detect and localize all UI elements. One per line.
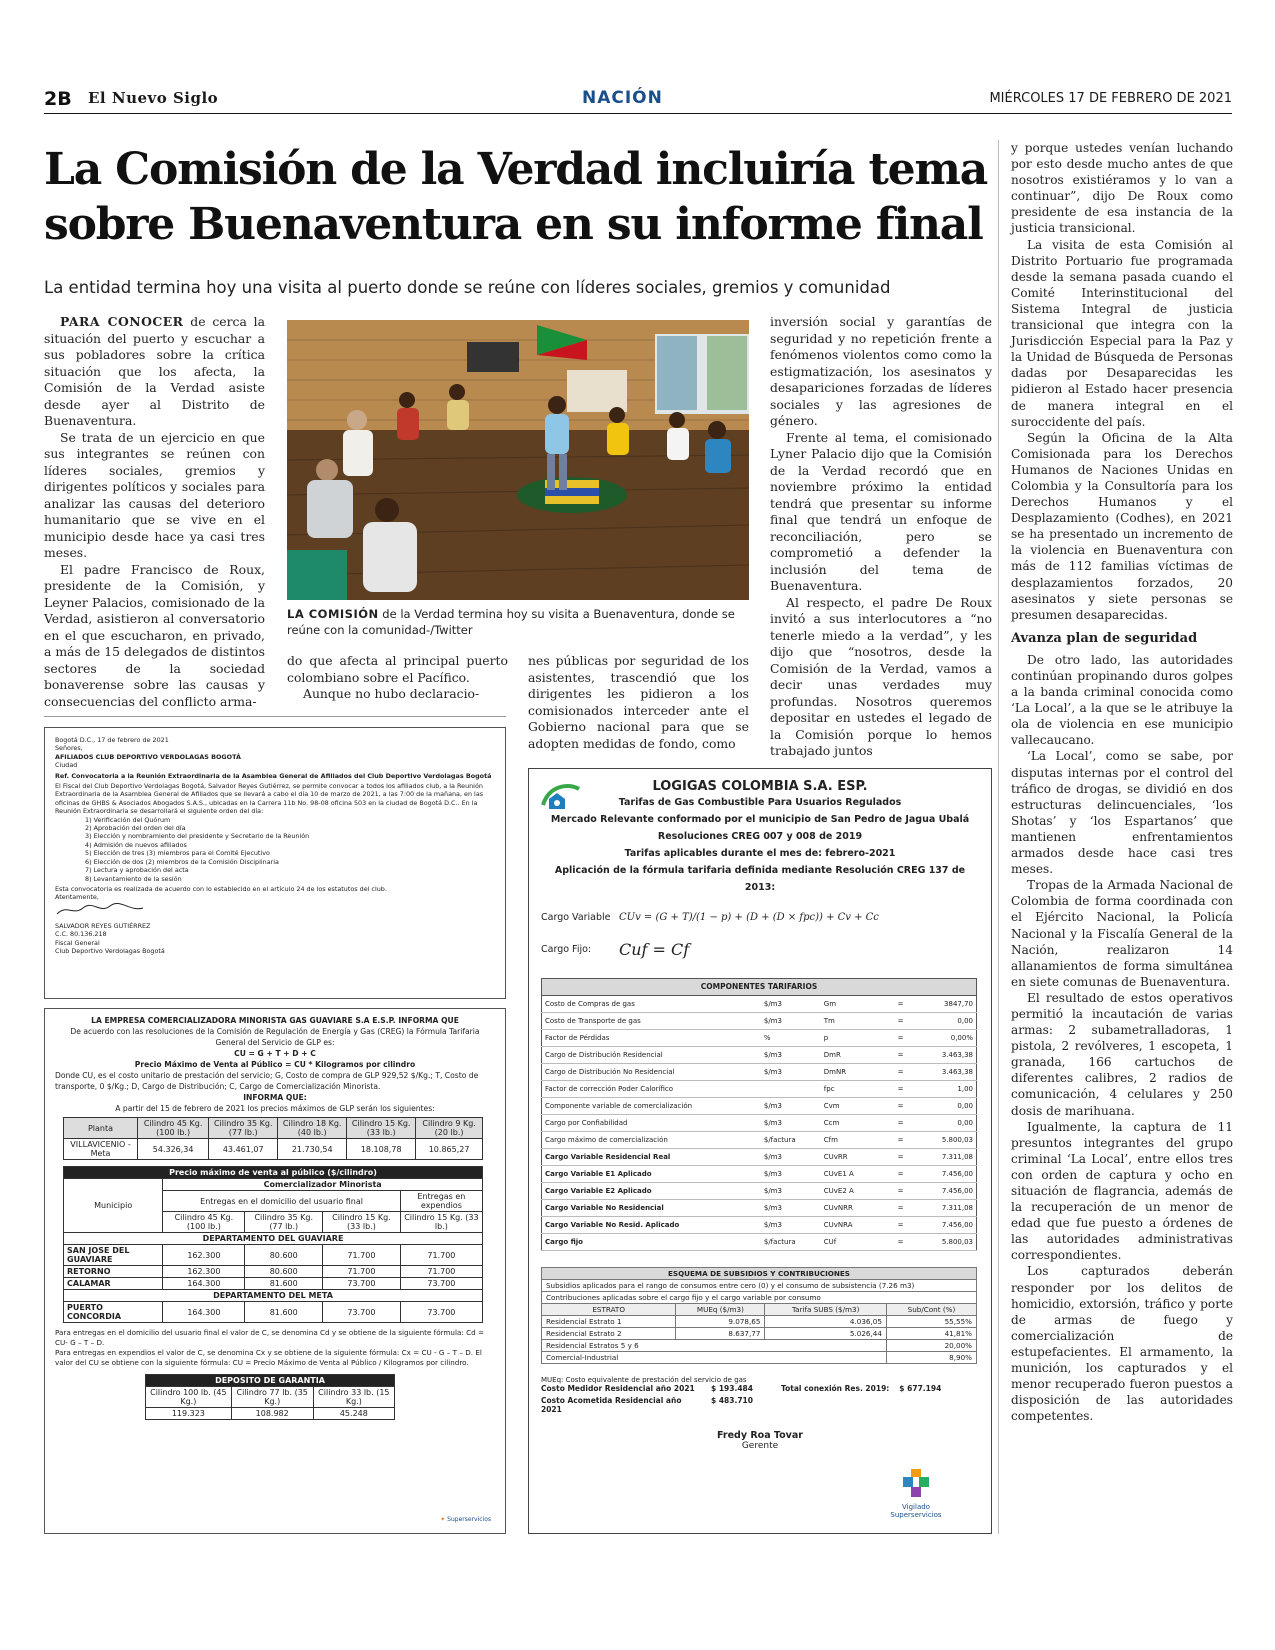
table-cell: Cargo de Distribución Residencial (542, 1047, 761, 1064)
table-header: Cilindro 77 lb. (35 Kg.) (231, 1387, 313, 1408)
paragraph: y porque ustedes venían luchando por esto desde mucho antes de que nosotros existiéramos y lo van a continuar”, dijo De Roux como presidente de esa instancia de la justicia transicional. (1011, 141, 1233, 236)
table-cell: 0,00 (921, 1098, 977, 1115)
componentes-table (541, 978, 977, 996)
table-cell: 7.456,00 (921, 1166, 977, 1183)
signature-icon (55, 902, 145, 918)
table-cell: 18.108,78 (347, 1139, 416, 1160)
notice-line: Bogotá D.C., 17 de febrero de 2021 (55, 736, 169, 744)
notice-agenda (55, 816, 495, 883)
table-cell: Cargo fijo (542, 1234, 761, 1251)
table-cell: fpc (821, 1081, 881, 1098)
table-header: Sub/Cont (%) (886, 1304, 976, 1316)
table-cell: 164.300 (163, 1278, 245, 1290)
glp-municipio-table (63, 1166, 483, 1323)
table-cell: 4.036,05 (765, 1316, 887, 1328)
table-cell: 5.026,44 (765, 1328, 887, 1340)
table-header-row (64, 1179, 483, 1191)
table-cell: = (881, 1030, 921, 1047)
medidor-row (541, 1384, 979, 1393)
table-header: Cilindro 33 lb. (15 Kg.) (313, 1387, 394, 1408)
table-cell: 108.982 (231, 1408, 313, 1420)
table-cell: CUvNRA (821, 1217, 881, 1234)
caption-lead: LA COMISIÓN (287, 607, 379, 621)
glp-note: Para entregas en expendios el valor de C, se denomina Cx y se obtiene de la siguiente fórmula: Cx = CU - G – T – D. El valor del CU se obtiene con la siguiente fórmula: CU = Precio Máximo de Venta al Público / Kilogramos por cilindro. (55, 1348, 482, 1367)
paragraph: ‘La Local’, como se sabe, por disputas internas por el control del tráfico de drogas, se dividió en dos estructuras delincuenciales, ‘los Shotas’ y ‘los Espartanos’ que mantienen enfrentamientos armados desde hace casi tres meses. (1011, 749, 1233, 877)
issue-date: MIÉRCOLES 17 DE FEBRERO DE 2021 (989, 91, 1232, 106)
table-cell: 7.311,08 (921, 1149, 977, 1166)
superservicios-logo (440, 1516, 491, 1523)
table-cell: Costo de Transporte de gas (542, 1013, 761, 1030)
table-title: Precio máximo de venta al público ($/cilindro) (64, 1167, 483, 1179)
table-row (542, 1328, 977, 1340)
table-cell: CALAMAR (64, 1278, 163, 1290)
table-title: ESQUEMA DE SUBSIDIOS Y CONTRIBUCIONES (542, 1268, 977, 1280)
cargo-variable-label: Cargo Variable (541, 911, 611, 923)
table-cell: = (881, 1234, 921, 1251)
article-column-5 (1011, 140, 1233, 1424)
table-row (542, 1132, 977, 1149)
cargo-fijo-label: Cargo Fijo: (541, 943, 592, 955)
notice-line: Ciudad (55, 761, 78, 770)
table-cell: = (881, 1047, 921, 1064)
glp-price-formula: Precio Máximo de Venta al Público = CU * Kilogramos por cilindro (134, 1060, 416, 1069)
signer-name: SALVADOR REYES GUTIÉRREZ (55, 921, 151, 930)
paragraph: Se trata de un ejercicio en que sus integrantes se reúnen con líderes sociales, gremios y dirigentes políticos y sociales para analizar las causas del deterioro humanitario que se vive en el municipio desde hace ya casi tres meses. (44, 429, 265, 560)
table-cell: Factor de corrección Poder Calorífico (542, 1081, 761, 1098)
acometida-row (541, 1396, 979, 1414)
table-row (146, 1408, 395, 1420)
table-cell: 5.800,03 (921, 1234, 977, 1251)
table-header: Planta (64, 1118, 138, 1139)
table-cell: 81.600 (245, 1302, 323, 1323)
table-cell: 73.700 (400, 1302, 482, 1323)
table-header: Cilindro 35 Kg. (77 lb.) (209, 1118, 278, 1139)
table-cell: 164.300 (163, 1302, 245, 1323)
table-cell: Cfm (821, 1132, 881, 1149)
table-row (542, 1200, 977, 1217)
table-note-row (542, 1280, 977, 1292)
table-row (542, 1183, 977, 1200)
notice-reference: Ref. Convocatoria a la Reunión Extraordinaria de la Asamblea General de Afiliados del Club Deportivo Verdolagas Bogotá (55, 771, 492, 780)
table-header: Cilindro 45 Kg. (100 lb.) (163, 1212, 245, 1233)
table-cell: $/m3 (761, 1217, 821, 1234)
table-cell: 7.456,00 (921, 1217, 977, 1234)
table-cell: CUvNRR (821, 1200, 881, 1217)
table-cell: 0,00 (921, 1115, 977, 1132)
glp-from: A partir del 15 de febrero de 2021 los precios máximos de GLP serán los siguientes: (115, 1104, 435, 1113)
acometida-value: $ 483.710 (711, 1396, 753, 1405)
table-row (542, 1098, 977, 1115)
table-header-row (542, 1304, 977, 1316)
deposit-table (145, 1374, 395, 1420)
table-cell: CUvRR (821, 1149, 881, 1166)
table-cell: $/m3 (761, 1047, 821, 1064)
table-cell: = (881, 1183, 921, 1200)
article-column-4 (770, 314, 992, 760)
table-row (64, 1245, 483, 1266)
table-cell: $/m3 (761, 1149, 821, 1166)
table-cell: % (761, 1030, 821, 1047)
logigas-line: Tarifas de Gas Combustible Para Usuarios Regulados (618, 797, 902, 808)
agenda-item: 8) Levantamiento de la sesión (85, 874, 182, 883)
table-cell: $/m3 (761, 1166, 821, 1183)
signer-name: Fredy Roa Tovar (717, 1430, 803, 1441)
notice-line: Señores, (55, 744, 83, 753)
table-cell: = (881, 1200, 921, 1217)
notice-addressee: AFILIADOS CLUB DEPORTIVO VERDOLAGAS BOGOTÁ (55, 752, 241, 761)
logigas-line: Tarifas aplicables durante el mes de: febrero-2021 (624, 848, 896, 859)
paragraph: Al respecto, el padre De Roux invitó a sus interlocutores a “no tenerle miedo a la verdad”, y les dijo que “nosotros, desde la Comisión de la Verdad, vamos a decir unas verdades muy profundas. Nosotros queremos depositar en ustedes el legado de la Comisión porque lo hemos trabajado juntos (770, 594, 992, 758)
table-header: Cilindro 15 Kg. (33 lb.) (323, 1212, 401, 1233)
conexion-value: $ 677.194 (899, 1384, 942, 1393)
agenda-item: 6) Elección de dos (2) miembros de la Comisión Disciplinaria (85, 857, 279, 866)
photo-caption (287, 606, 749, 638)
table-cell: 0,00% (921, 1030, 977, 1047)
table-row (542, 1352, 977, 1364)
table-cell: CUf (821, 1234, 881, 1251)
mueq-note: MUEq: Costo equivalente de prestación del servicio de gas (541, 1376, 747, 1384)
paragraph: Igualmente, la captura de 11 presuntos integrantes del grupo criminal ‘La Local’, entre ellos tres con orden de captura y ocho en situación de flagrancia, además de la recuperación de un menor de edad que fue puesto a órdenes de las autoridades administrativas correspondientes. (1011, 1119, 1233, 1263)
table-cell: 9.078,65 (676, 1316, 765, 1328)
table-cell: 71.700 (323, 1266, 401, 1278)
table-cell: = (881, 1064, 921, 1081)
table-cell: 71.700 (400, 1245, 482, 1266)
agenda-item: 1) Verificación del Quórum (85, 815, 171, 824)
section-subheading: Avanza plan de seguridad (1011, 630, 1198, 646)
table-title-row (64, 1167, 483, 1179)
table-cell: Cargo por Confiabilidad (542, 1115, 761, 1132)
table-header: Cilindro 18 Kg. (40 lb.) (278, 1118, 347, 1139)
cargo-variable-row (541, 902, 979, 932)
table-row (64, 1302, 483, 1323)
table-row (542, 1047, 977, 1064)
logigas-name: LOGIGAS COLOMBIA S.A. ESP. (652, 779, 868, 794)
table-cell: PUERTO CONCORDIA (64, 1302, 163, 1323)
table-group-row (64, 1233, 483, 1245)
table-note-row (542, 1292, 977, 1304)
superservicios-text: Superservicios (447, 1516, 491, 1523)
table-row (542, 1013, 977, 1030)
table-cell: $/m3 (761, 1200, 821, 1217)
meeting-photo-illustration (287, 320, 749, 600)
table-cell: Cargo Variable E1 Aplicado (542, 1166, 761, 1183)
table-header: Cilindro 9 Kg. (20 lb.) (416, 1118, 483, 1139)
headline-line-1: La Comisión de la Verdad incluiría tema (44, 144, 988, 195)
table-cell: 43.461,07 (209, 1139, 278, 1160)
table-cell: 3.463,38 (921, 1047, 977, 1064)
table-row (64, 1278, 483, 1290)
table-cell: = (881, 1149, 921, 1166)
table-cell: CUvE2 A (821, 1183, 881, 1200)
paragraph: inversión social y garantías de seguridad y no repetición frente a fenómenos violentos como como la estigmatización, los asesinatos y desapariciones forzadas de líderes sociales y las agresiones de género. (770, 314, 992, 428)
table-cell: 80.600 (245, 1266, 323, 1278)
table-header: Tarifa SUBS ($/m3) (765, 1304, 887, 1316)
agenda-item: 4) Admisión de nuevos afiliados (85, 840, 187, 849)
article-column-1 (44, 314, 265, 710)
acometida-label: Costo Acometida Residencial año 2021 (541, 1396, 682, 1414)
page-number: 2B (44, 88, 72, 110)
table-title-row (542, 1268, 977, 1280)
conexion-label: Total conexión Res. 2019: (781, 1384, 890, 1393)
cargo-fijo-row (541, 932, 979, 966)
table-row (542, 1234, 977, 1251)
cargo-variable-formula: CUv = (G + T)/(1 − p) + (D + (D × fpc)) + Cv + Cc (619, 911, 879, 923)
superservicios-text: Superservicios (890, 1511, 942, 1519)
table-header: Entregas en expendios (400, 1191, 482, 1212)
glp-where: Donde CU, es el costo unitario de prestación del servicio; G, Costo de compra de GLP 929,52 $/Kg.; T, Costo de transporte, 0 $/Kg.; D, Cargo de Distribución; C, Cargo de Comercialización Minorista. (55, 1071, 479, 1091)
table-header-row (146, 1387, 395, 1408)
table-cell: $/m3 (761, 1183, 821, 1200)
vigilado-text: Vigilado (902, 1503, 930, 1511)
table-cell: 41,81% (886, 1328, 976, 1340)
glp-note: Para entregas en el domicilio del usuario final el valor de C, se denomina Cd y se obtiene de la siguiente fórmula: Cd = CU- G – T – D. (55, 1328, 484, 1347)
paragraph: De otro lado, las autoridades continúan propinando duros golpes a la banda criminal conocida como ‘La Local’, a la que se le atribuye la ola de violencia en ese municipio vallecaucano. (1011, 652, 1233, 748)
notice-regards: Atentamente, (55, 893, 99, 902)
table-row (542, 1030, 977, 1047)
section-name: NACIÓN (582, 88, 663, 108)
table-cell (761, 1081, 821, 1098)
table-row (542, 1166, 977, 1183)
paragraph: El resultado de estos operativos permitió la incautación de varias armas: 2 subametralladoras, 1 pistola, 2 revólveres, 1 escopeta, 1 granada, 166 cartuchos de diferentes calibres, 2 radios de comunicación, 4 celulares y 250 dosis de marihuana. (1011, 990, 1233, 1118)
table-title: COMPONENTES TARIFARIOS (542, 979, 977, 996)
table-cell: 162.300 (163, 1266, 245, 1278)
table-cell: SAN JOSE DEL GUAVIARE (64, 1245, 163, 1266)
table-row (542, 1149, 977, 1166)
table-group-row (64, 1290, 483, 1302)
table-header: Comercializador Minorista (163, 1179, 483, 1191)
logigas-tariff-notice (528, 768, 992, 1534)
paragraph: do que afecta al principal puerto colombiano sobre el Pacífico. (287, 653, 508, 685)
table-header-row (64, 1118, 483, 1139)
table-cell: Componente variable de comercialización (542, 1098, 761, 1115)
table-cell: 73.700 (400, 1278, 482, 1290)
table-cell: 3.463,38 (921, 1064, 977, 1081)
table-cell: Cargo de Distribución No Residencial (542, 1064, 761, 1081)
table-row (64, 1266, 483, 1278)
table-row (542, 1217, 977, 1234)
table-title: DEPOSITO DE GARANTIA (146, 1375, 395, 1387)
table-cell: Factor de Pérdidas (542, 1030, 761, 1047)
lead-words: PARA CONOCER (60, 314, 184, 329)
table-cell: 71.700 (323, 1245, 401, 1266)
table-header: Municipio (64, 1179, 163, 1233)
table-cell: = (881, 1115, 921, 1132)
table-cell: p (821, 1030, 881, 1047)
table-row (542, 1081, 977, 1098)
table-note: Subsidios aplicados para el rango de consumos entre cero (0) y el consumo de subsistencia (7.26 m3) (542, 1280, 977, 1292)
article-photo (287, 320, 749, 600)
superservicios-badge (881, 1469, 951, 1519)
signer-id: C.C. 80.136.218 (55, 930, 107, 939)
table-cell: = (881, 1013, 921, 1030)
table-cell: CUvE1 A (821, 1166, 881, 1183)
table-cell: Cargo Variable No Residencial (542, 1200, 761, 1217)
table-row (542, 1064, 977, 1081)
table-cell: Costo de Compras de gas (542, 996, 761, 1013)
table-cell: 10.865,27 (416, 1139, 483, 1160)
superservicios-icon: ✦ (440, 1516, 446, 1523)
table-cell: 5.800,03 (921, 1132, 977, 1149)
table-cell: VILLAVICENIO - Meta (64, 1139, 138, 1160)
agenda-item: 5) Elección de tres (3) miembros para el Comité Ejecutivo (85, 849, 270, 858)
table-title-row (146, 1375, 395, 1387)
paragraph: Aunque no hubo declaracio- (303, 686, 480, 701)
paragraph: Los capturados deberán responder por los delitos de homicidio, extorsión, tráfico y porte de armas de fuego y comercialización de estupefacientes. El armamento, la munición, los capturados y el menor recuperado fueron puestos a disposición de las autoridades competentes. (1011, 1264, 1233, 1424)
table-cell: = (881, 1166, 921, 1183)
paragraph: La visita de esta Comisión al Distrito Portuario fue programada desde la semana pasada cuando el Comité Interinstitucional del Sistema Integral de justicia transicional que integra con la Jurisdicción Especial para la Paz y la Unidad de Búsqueda de Personas dadas por Desaparecidas les pidieron al Estado hacer presencia de manera integral en el suroccidente del país. (1011, 237, 1233, 429)
table-title-row (542, 979, 977, 996)
table-cell: = (881, 1217, 921, 1234)
table-cell: $/m3 (761, 1115, 821, 1132)
componentes-rows (541, 996, 977, 1251)
table-cell: 80.600 (245, 1245, 323, 1266)
componentes-body (541, 996, 977, 1251)
agenda-item: 3) Elección y nombramiento del presidente y Secretario de la Reunión (85, 832, 310, 841)
column-divider (998, 140, 999, 1534)
table-cell: = (881, 996, 921, 1013)
signer-role: Gerente (741, 1441, 779, 1451)
table-cell: Cargo máximo de comercialización (542, 1132, 761, 1149)
table-header: Entregas en el domicilio del usuario final (163, 1191, 400, 1212)
article-subtitle: La entidad termina hoy una visita al puerto donde se reúne con líderes sociales, gremios y comunidad (44, 278, 891, 297)
table-cell: Residencial Estratos 5 y 6 (542, 1340, 887, 1352)
glp-title: LA EMPRESA COMERCIALIZADORA MINORISTA GAS GUAVIARE S.A E.S.P. INFORMA QUE (91, 1016, 459, 1025)
medidor-value: $ 193.484 (711, 1384, 753, 1393)
table-cell: RETORNO (64, 1266, 163, 1278)
paragraph: Frente al tema, el comisionado Lyner Palacio dijo que la Comisión de la Verdad recordó que en noviembre próximo la entidad tendrá que presentar su informe final que tendrá un enfoque de reconciliación, pero se comprometió a defender la inclusión del tema de Buenaventura. (770, 429, 992, 593)
table-header: Cilindro 15 Kg. (33 lb.) (347, 1118, 416, 1139)
table-header: MUEq ($/m3) (676, 1304, 765, 1316)
table-row (542, 1115, 977, 1132)
table-cell: Ccm (821, 1115, 881, 1132)
table-cell: Tm (821, 1013, 881, 1030)
table-cell: Gm (821, 996, 881, 1013)
glp-plant-table (63, 1117, 483, 1160)
department-label: DEPARTAMENTO DEL META (64, 1290, 483, 1302)
article-headline (44, 142, 994, 252)
table-row (542, 996, 977, 1013)
glp-intro: De acuerdo con las resoluciones de la Comisión de Regulación de Energía y Gas (CREG) la Fórmula Tarifaria General del Servicio de GLP es: (70, 1027, 480, 1047)
table-cell: 45.248 (313, 1408, 394, 1420)
table-cell: $/m3 (761, 1098, 821, 1115)
cargo-fijo-formula: Cuf = Cf (619, 939, 690, 959)
table-cell: 81.600 (245, 1278, 323, 1290)
glp-formula: CU = G + T + D + C (234, 1049, 316, 1058)
table-cell: 3847,70 (921, 996, 977, 1013)
glp-informa: INFORMA QUE: (243, 1093, 307, 1102)
table-cell: = (881, 1081, 921, 1098)
table-header: Cilindro 35 Kg. (77 lb.) (245, 1212, 323, 1233)
club-convocatoria-notice (44, 727, 506, 999)
table-cell: Cargo Variable Residencial Real (542, 1149, 761, 1166)
table-cell: 73.700 (323, 1278, 401, 1290)
table-cell: 54.326,34 (138, 1139, 209, 1160)
logigas-line: Resoluciones CREG 007 y 008 de 2019 (657, 831, 863, 842)
table-cell: 8,90% (886, 1352, 976, 1364)
table-cell: 21.730,54 (278, 1139, 347, 1160)
table-cell: 73.700 (323, 1302, 401, 1323)
agenda-item: 7) Lectura y aprobación del acta (85, 866, 189, 875)
table-cell: 0,00 (921, 1013, 977, 1030)
medidor-label: Costo Medidor Residencial año 2021 (541, 1384, 695, 1393)
table-header: Cilindro 15 Kg. (33 lb.) (400, 1212, 482, 1233)
table-header: ESTRATO (542, 1304, 676, 1316)
table-cell: Residencial Estrato 1 (542, 1316, 676, 1328)
table-cell: Comercial-Industrial (542, 1352, 887, 1364)
logigas-logo-icon (539, 779, 583, 813)
logigas-line: Mercado Relevante conformado por el municipio de San Pedro de Jagua Ubalá (550, 814, 970, 825)
signer-role: Fiscal General (55, 938, 100, 947)
table-cell: DmNR (821, 1064, 881, 1081)
table-cell: 119.323 (146, 1408, 232, 1420)
table-cell: 7.456,00 (921, 1183, 977, 1200)
table-cell: Cargo Variable No Resid. Aplicado (542, 1217, 761, 1234)
table-cell: $/m3 (761, 996, 821, 1013)
page-header (44, 88, 1232, 114)
department-label: DEPARTAMENTO DEL GUAVIARE (64, 1233, 483, 1245)
table-cell: Cvm (821, 1098, 881, 1115)
paragraph: Tropas de la Armada Nacional de Colombia de forma coordinada con el Ejército Nacional, la Policía Nacional y la Fiscalía General de la Nación, realizaron 14 allanamientos de forma simultánea en siete comunas de Buenaventura. (1011, 878, 1233, 989)
table-row (64, 1139, 483, 1160)
table-cell: 8.637,77 (676, 1328, 765, 1340)
table-cell: $/factura (761, 1132, 821, 1149)
notice-closing: Esta convocatoria es realizada de acuerdo con lo establecido en el artículo 24 de los estatutos del club. (55, 884, 387, 893)
table-cell: $/factura (761, 1234, 821, 1251)
table-row (542, 1316, 977, 1328)
table-cell: = (881, 1132, 921, 1149)
caption-text: de la Verdad termina hoy su visita a Buenaventura, donde se reúne con la comunidad-/Twitter (287, 607, 735, 637)
agenda-item: 2) Aprobación del orden del día (85, 824, 186, 833)
table-header: Cilindro 100 lb. (45 Kg.) (146, 1387, 232, 1408)
table-note: Contribuciones aplicadas sobre el cargo fijo y el cargo variable por consumo (542, 1292, 977, 1304)
paragraph: nes públicas por seguridad de los asistentes, trascendió que los dirigentes les pidieron a los comisionados interceder ante el Gobierno nacional para que se adopten medidas de fondo, como (528, 653, 749, 751)
table-cell: 71.700 (400, 1266, 482, 1278)
paragraph: de cerca la situación del puerto y escuchar a sus pobladores sobre la crítica situación que los afecta, la Comisión de la Verdad asiste desde ayer al Distrito de Buenaventura. (44, 314, 265, 428)
article-column-2 (287, 653, 508, 703)
glp-prices-notice (44, 1008, 506, 1534)
section-divider (44, 716, 506, 717)
table-cell: Cargo Variable E2 Aplicado (542, 1183, 761, 1200)
headline-line-2: sobre Buenaventura en su informe final (44, 199, 983, 250)
newspaper-name: El Nuevo Siglo (88, 89, 219, 107)
table-cell: 1,00 (921, 1081, 977, 1098)
signer-org: Club Deportivo Verdolagas Bogotá (55, 946, 165, 955)
table-cell: $/m3 (761, 1013, 821, 1030)
table-cell: Residencial Estrato 2 (542, 1328, 676, 1340)
table-cell: 162.300 (163, 1245, 245, 1266)
table-cell: DmR (821, 1047, 881, 1064)
table-cell: = (881, 1098, 921, 1115)
article-column-3 (528, 653, 749, 752)
table-cell: $/m3 (761, 1064, 821, 1081)
table-cell: 20,00% (886, 1340, 976, 1352)
table-row (542, 1340, 977, 1352)
paragraph: Según la Oficina de la Alta Comisionada para los Derechos Humanos de Naciones Unidas en Colombia y la Consultoría para los Derechos Humanos y el Desplazamiento (Codhes), en 2021 se ha presentado un incremento de la violencia en Buenaventura con más de 112 familias víctimas de desplazamientos forzados, 20 asesinatos y siete personas se presumen desaparecidas. (1011, 430, 1233, 622)
paragraph: El padre Francisco de Roux, presidente de la Comisión, y Leyner Palacios, comisionado de la Verdad, asistieron al conversatorio en el que escucharon, en privado, a más de 15 delegados de distintos sectores de la sociedad bonaverense sobre las causas y consecuencias del conflicto arma- (44, 561, 265, 709)
superservicios-icon (903, 1469, 929, 1499)
table-cell: 7.311,08 (921, 1200, 977, 1217)
table-header: Cilindro 45 Kg. (100 lb.) (138, 1118, 209, 1139)
table-cell: 55,55% (886, 1316, 976, 1328)
logigas-line: Aplicación de la fórmula tarifaria definida mediante Resolución CREG 137 de 2013: (554, 865, 966, 893)
subsidios-table (541, 1267, 977, 1364)
notice-body: El Fiscal del Club Deportivo Verdolagas Bogotá, Salvador Reyes Gutiérrez, se permite convocar a todos los afiliados club, a la Reunión Extraordinaria de la Asamblea General de Afiliados que se llevará a cabo el día 10 de marzo de 2021, a las 7:00 de la mañana, en las oficinas de GHBS & Asociados Abogados S.A.S., ubicadas en la Carrera 11b No. 98-08 oficina 503 en la ciudad de Bogotá D.C.. En la Reunión Extraordinaria se desarrollará el siguiente orden del día: (55, 782, 484, 816)
